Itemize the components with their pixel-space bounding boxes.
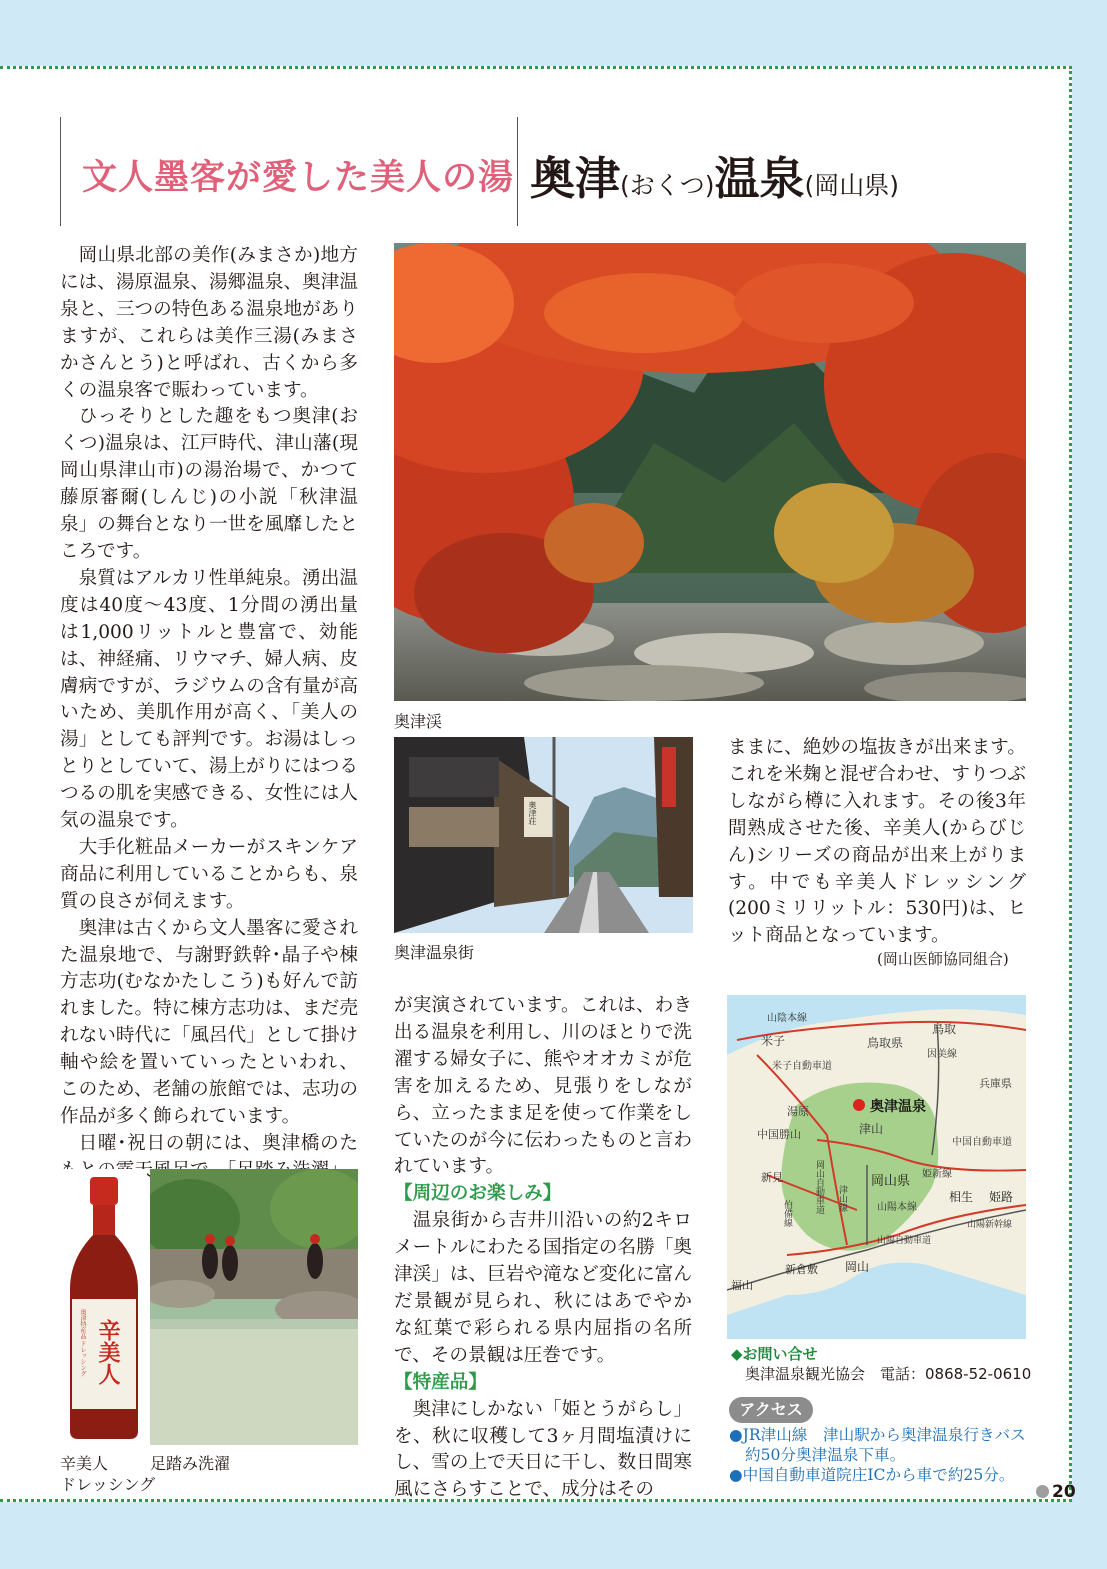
- map-okayama-exp: 岡山自動車道: [814, 1160, 824, 1214]
- map-niimi: 新見: [761, 1171, 783, 1184]
- caption-dressing-2: ドレッシング: [60, 1475, 156, 1494]
- paragraph: 大手化粧品メーカーがスキンケア商品に利用していることからも、泉質の良さが伺えます。: [60, 836, 358, 912]
- title-reading: (おくつ): [620, 171, 715, 200]
- map-chugoku-exp: 中国自動車道: [952, 1137, 1012, 1148]
- title-onsen: 温泉: [714, 152, 805, 205]
- map-yubara: 湯原: [787, 1105, 809, 1118]
- map-tottori-pref: 鳥取県: [867, 1036, 904, 1050]
- contact-label: ◆お問い合せ: [731, 1345, 818, 1363]
- paragraph: 奥津は古くから文人墨客に愛された温泉地で、与謝野鉄幹･晶子や棟方志功(むなかたしこう)も好んで訪れました。特に棟方志功は、まだ売れない時代に「風呂代」として掛け軸や絵を置いていったといわれ、このため、老舗の旅館では、志功の作品が多く飾られています。: [60, 917, 358, 1127]
- title-rule-middle: [517, 117, 518, 226]
- shop-sign: 奥津荘: [528, 801, 537, 825]
- paragraph: が実演されています。これは、わき出る温泉を利用し、川のほとりで洗濯する婦女子に、熊やオオカミが危害を加えるため、見張りをしながら、立ったまま足を使って作業をしていたのが今に伝わったものと言われています。: [394, 995, 692, 1178]
- title-okutsu: 奥津: [530, 152, 621, 205]
- map-fukuyama: 福山: [731, 1279, 753, 1292]
- bullet-icon: ●: [729, 1466, 743, 1484]
- contact-text: 奥津温泉観光協会 電話：0868-52-0610: [745, 1365, 1032, 1383]
- map-sanin: 山陰本線: [767, 1013, 807, 1024]
- access-item: ●中国自動車道院庄ICから車で約25分。: [729, 1466, 1015, 1484]
- paragraph: 日曜･祝日の朝には、奥津橋のた: [78, 1132, 358, 1154]
- dressing-photo: [60, 1169, 147, 1445]
- access-list: [729, 1425, 1034, 1485]
- paragraph: 岡山県北部の美作(みまさか)地方には、湯原温泉、湯郷温泉、奥津温泉と、三つの特色ある温泉地がありますが、これらは美作三湯(みまさかさんとう)と呼ばれ、古くから多くの温泉客で賑わっています。: [60, 245, 358, 401]
- okutsukei-photo: [394, 243, 1026, 701]
- caption-okutsukei: 奥津渓: [394, 712, 443, 731]
- map-hyogo: 兵庫県: [979, 1077, 1012, 1090]
- title-prefecture: (岡山県): [804, 171, 900, 200]
- map-chugoku-katsuyama: 中国勝山: [757, 1128, 801, 1141]
- credit: (岡山医師協同組合): [877, 950, 1009, 968]
- ashibumi-photo: [150, 1169, 358, 1445]
- paragraph: ひっそりとした趣をもつ奥津(おくつ)温泉は、江戸時代、津山藩(現岡山県津山市)の湯治場で、かつて藤原審爾(しんじ)の小説「秋津温泉」の舞台となり一世を風靡したところです。: [60, 406, 358, 562]
- map-tsuyama-line: 津山線: [837, 1185, 847, 1212]
- map-okayama-pref: 岡山県: [871, 1174, 911, 1189]
- map-yonago: 米子: [761, 1034, 786, 1048]
- page-circle-icon: [1036, 1485, 1049, 1498]
- map-himeji: 姫路: [989, 1190, 1014, 1204]
- map-aioi: 相生: [949, 1190, 974, 1204]
- map-okutsu: 奥津温泉: [870, 1099, 926, 1115]
- paragraph: ままに、絶妙の塩抜きが出来ます。これを米麹と混ぜ合わせ、すりつぶしながら樽に入れます。その後3年間熟成させた後、辛美人(からびじん)シリーズの商品が出来上がります。中でも辛美人ドレッシング(200ミリリットル：530円)は、ヒット商品となっています。: [728, 737, 1026, 947]
- article-column-3: [728, 735, 1026, 950]
- caption-onsengai: 奥津温泉街: [394, 943, 475, 962]
- map-shinkurashiki: 新倉敷: [785, 1263, 818, 1276]
- map-kishin: 姫新線: [922, 1169, 952, 1180]
- map-tsuyama: 津山: [859, 1122, 884, 1136]
- map-sanyo: 山陽本線: [877, 1202, 917, 1213]
- page-number: 20: [1036, 1482, 1076, 1502]
- title-rule-left: [60, 117, 61, 226]
- section-heading: 【特産品】: [394, 1371, 487, 1393]
- article-column-2: [394, 993, 692, 1504]
- map-tottori: 鳥取: [932, 1022, 957, 1036]
- bullet-icon: ●: [729, 1426, 743, 1444]
- map-inbi: 因美線: [927, 1049, 957, 1060]
- bottle-small-text: 奥津特産品 ドレッシング: [79, 1309, 86, 1377]
- map-hakubi: 伯備線: [782, 1200, 792, 1227]
- map-sanyo-exp: 山陽自動車道: [877, 1236, 932, 1246]
- caption-dressing-1: 辛美人: [60, 1454, 109, 1473]
- section-heading: 【周辺のお楽しみ】: [394, 1183, 562, 1205]
- map-sanyo-shinkansen: 山陽新幹線: [967, 1220, 1013, 1230]
- map-yonago-exp: 米子自動車道: [772, 1061, 832, 1072]
- bottle-label: 辛美人: [95, 1319, 121, 1385]
- catchphrase: 文人墨客が愛した美人の湯: [82, 157, 515, 198]
- paragraph: 温泉街から吉井川沿いの約2キロメートルにわたる国指定の名勝「奥津渓」は、巨岩や滝など変化に富んだ景観が見られ、秋にはあでやかな紅葉で彩られる県内屈指の名所で、その景観は圧巻です。: [394, 1210, 692, 1366]
- access-badge: アクセス: [729, 1397, 813, 1423]
- onsengai-photo: [394, 737, 693, 933]
- map-okayama: 岡山: [845, 1260, 870, 1274]
- paragraph: 奥津にしかない「姫とうがらし」を、秋に収穫して3ヶ月間塩漬けにし、雪の上で天日に干し、数日間寒風にさらすことで、成分はその: [394, 1398, 692, 1501]
- article-column-1: [60, 243, 358, 1185]
- area-map: [727, 995, 1026, 1339]
- paragraph: 泉質はアルカリ性単純泉。湧出温度は40度〜43度、1分間の湧出量は1,000リットルと豊富で、効能は、神経痛、リウマチ、婦人病、皮膚病ですが、ラジウムの含有量が高いため、美肌作用が高く、「美人の湯」としても評判です。お湯はしっとりとしていて、湯上がりにはつるつるの肌を実感できる、女性には人気の温泉です。: [60, 567, 358, 832]
- page-title: [530, 142, 899, 207]
- caption-ashibumi: 足踏み洗濯: [150, 1454, 231, 1473]
- access-item: ●JR津山線 津山駅から奥津温泉行きバス約50分奥津温泉下車。: [729, 1426, 1026, 1464]
